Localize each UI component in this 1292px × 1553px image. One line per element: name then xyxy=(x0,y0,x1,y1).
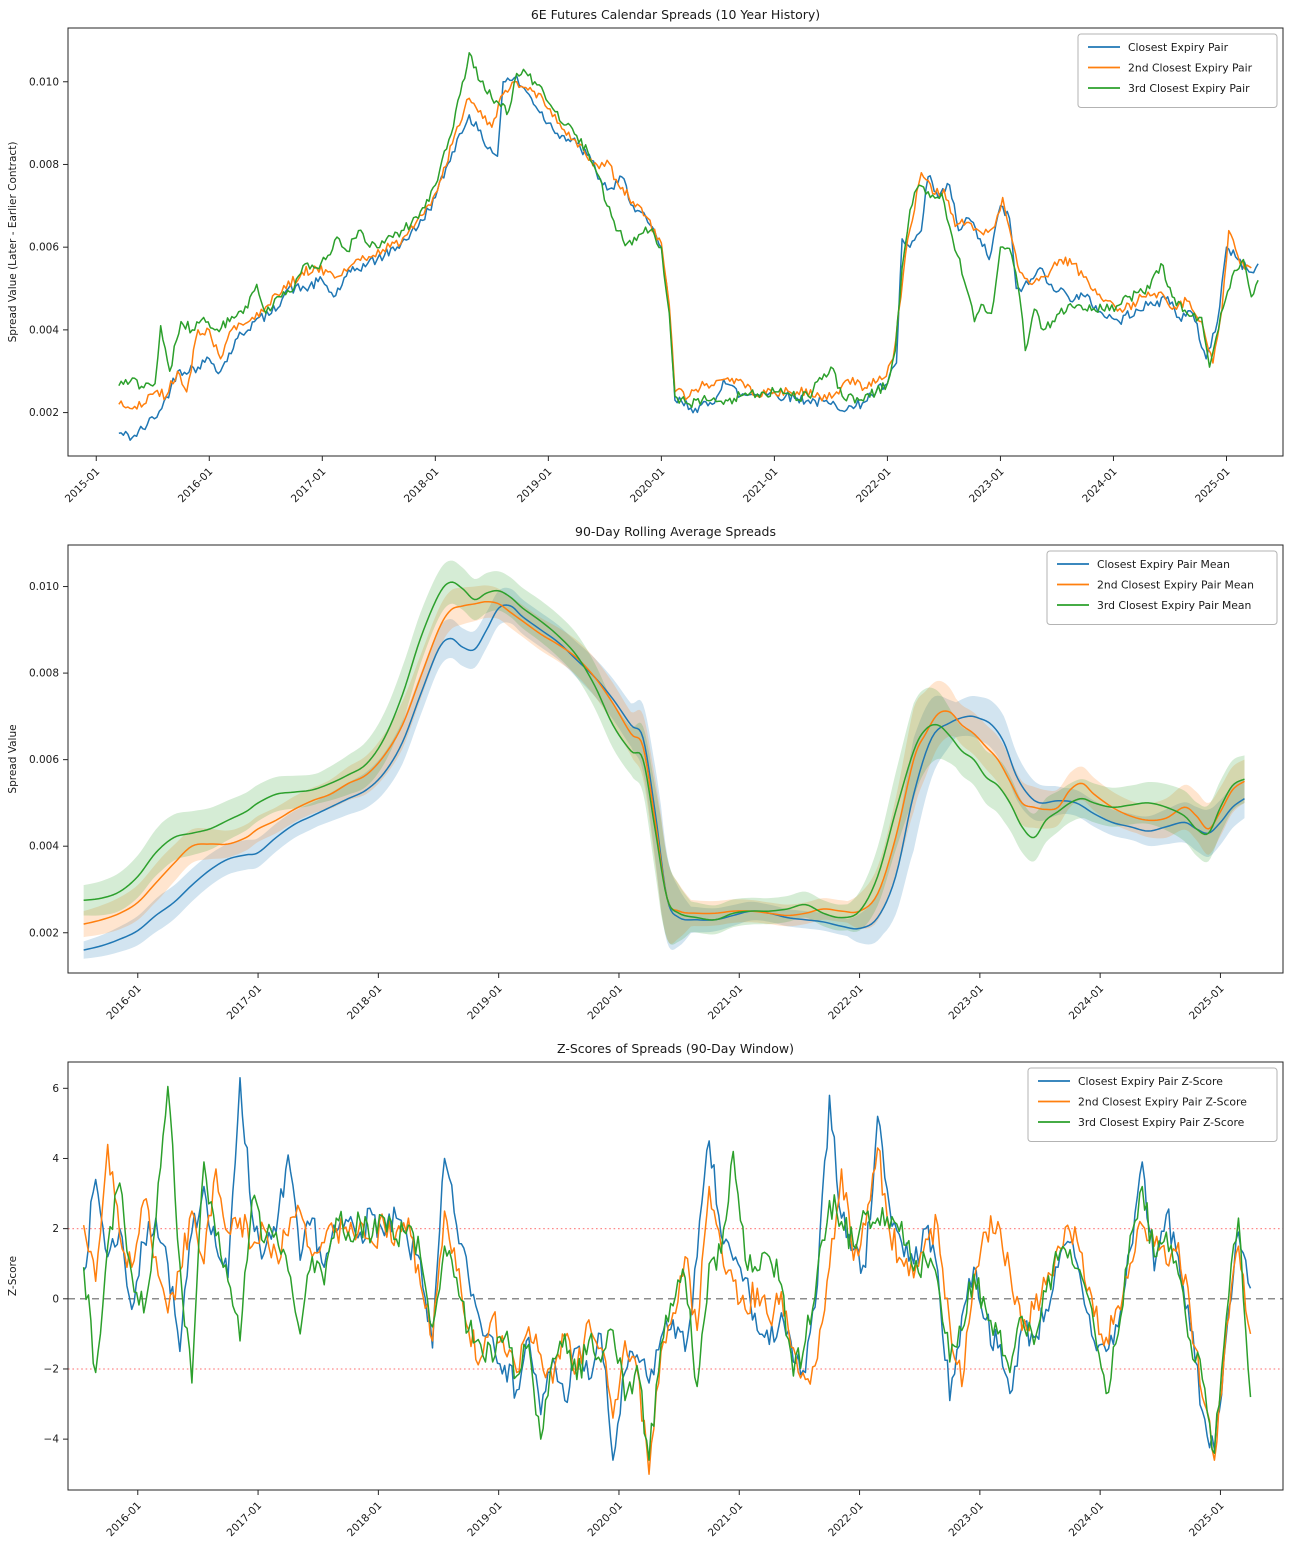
y-axis-label: Spread Value xyxy=(7,724,19,794)
x-tick-label: 2025-01 xyxy=(1187,1499,1227,1540)
zscore-chart xyxy=(0,1034,1292,1553)
x-axis xyxy=(63,456,1233,505)
x-tick-label: 2024-01 xyxy=(1080,465,1120,506)
y-tick-label: 2 xyxy=(52,1223,59,1236)
legend xyxy=(1047,551,1277,625)
x-tick-label: 2017-01 xyxy=(224,1499,265,1540)
x-tick-label: 2016-01 xyxy=(104,982,144,1023)
legend-label-2: 3rd Closest Expiry Pair xyxy=(1128,81,1250,95)
y-tick-label: 4 xyxy=(52,1152,59,1165)
y-tick-label: 0.006 xyxy=(28,241,59,254)
legend xyxy=(1028,1068,1277,1142)
x-tick-label: 2019-01 xyxy=(514,465,555,506)
x-axis xyxy=(104,1490,1226,1539)
plot-area xyxy=(119,53,1258,440)
rolling-average-chart xyxy=(0,517,1292,1034)
x-tick-label: 2025-01 xyxy=(1193,465,1233,506)
y-tick-label: 6 xyxy=(52,1082,59,1095)
y-axis xyxy=(29,581,68,939)
x-tick-label: 2019-01 xyxy=(465,982,505,1023)
legend-label-2: 3rd Closest Expiry Pair Z-Score xyxy=(1078,1115,1245,1129)
x-tick-label: 2022-01 xyxy=(854,465,894,506)
chart-title: Z-Scores of Spreads (90-Day Window) xyxy=(557,1041,794,1056)
x-tick-label: 2021-01 xyxy=(705,982,746,1023)
chart-title: 90-Day Rolling Average Spreads xyxy=(575,524,776,539)
legend-label-1: 2nd Closest Expiry Pair Mean xyxy=(1097,578,1254,592)
legend xyxy=(1078,34,1277,108)
legend-label-0: Closest Expiry Pair Z-Score xyxy=(1078,1074,1223,1088)
x-tick-label: 2021-01 xyxy=(741,465,781,506)
y-tick-label: 0.002 xyxy=(28,927,59,940)
y-tick-label: 0.006 xyxy=(28,754,59,767)
legend-label-0: Closest Expiry Pair xyxy=(1128,40,1229,54)
x-tick-label: 2023-01 xyxy=(946,1499,986,1540)
x-tick-label: 2024-01 xyxy=(1066,982,1107,1023)
x-tick-label: 2022-01 xyxy=(826,982,866,1023)
x-tick-label: 2020-01 xyxy=(627,465,668,506)
rolling-average-svg xyxy=(0,517,1292,1034)
y-axis-label: Spread Value (Later - Earlier Contract) xyxy=(7,141,19,343)
x-tick-label: 2017-01 xyxy=(288,465,329,506)
y-tick-label: 0.004 xyxy=(28,324,59,337)
legend-label-1: 2nd Closest Expiry Pair xyxy=(1128,61,1253,75)
x-tick-label: 2020-01 xyxy=(585,1499,626,1540)
zscore-svg xyxy=(0,1034,1292,1553)
x-tick-label: 2021-01 xyxy=(705,1499,746,1540)
y-axis-label: Z-Score xyxy=(7,1255,19,1297)
y-tick-label: 0.004 xyxy=(28,840,59,853)
series-line-1 xyxy=(84,1144,1251,1474)
y-tick-label: 0.010 xyxy=(28,581,59,594)
y-tick-label: 0.008 xyxy=(28,667,59,680)
y-tick-label: 0.002 xyxy=(28,407,59,420)
y-axis xyxy=(44,1083,68,1446)
x-tick-label: 2017-01 xyxy=(224,982,265,1023)
series-line-0 xyxy=(119,76,1258,440)
series-line-1 xyxy=(119,82,1251,409)
y-tick-label: 0 xyxy=(52,1293,59,1306)
y-tick-label: 0.008 xyxy=(28,158,59,171)
x-tick-label: 2020-01 xyxy=(585,982,626,1023)
x-tick-label: 2018-01 xyxy=(401,465,442,506)
x-axis xyxy=(104,973,1226,1022)
x-tick-label: 2018-01 xyxy=(344,1499,385,1540)
x-tick-label: 2016-01 xyxy=(104,1499,144,1540)
legend-label-1: 2nd Closest Expiry Pair Z-Score xyxy=(1078,1095,1247,1109)
y-axis xyxy=(29,76,68,419)
x-tick-label: 2023-01 xyxy=(946,982,986,1023)
x-tick-label: 2018-01 xyxy=(344,982,385,1023)
y-tick-label: −4 xyxy=(43,1433,59,1446)
legend-label-0: Closest Expiry Pair Mean xyxy=(1097,557,1230,571)
series-line-2 xyxy=(84,1087,1251,1461)
x-tick-label: 2023-01 xyxy=(967,465,1007,506)
legend-label-2: 3rd Closest Expiry Pair Mean xyxy=(1097,598,1252,612)
x-tick-label: 2024-01 xyxy=(1066,1499,1107,1540)
x-tick-label: 2019-01 xyxy=(465,1499,505,1540)
x-tick-label: 2025-01 xyxy=(1187,982,1227,1023)
chart-title: 6E Futures Calendar Spreads (10 Year History) xyxy=(530,7,821,22)
y-tick-label: 0.010 xyxy=(28,76,59,89)
calendar-spreads-chart xyxy=(0,0,1292,517)
x-tick-label: 2015-01 xyxy=(62,465,103,506)
y-tick-label: −2 xyxy=(43,1363,59,1376)
x-tick-label: 2016-01 xyxy=(175,465,216,506)
calendar-spreads-svg xyxy=(0,0,1292,517)
x-tick-label: 2022-01 xyxy=(826,1499,866,1540)
